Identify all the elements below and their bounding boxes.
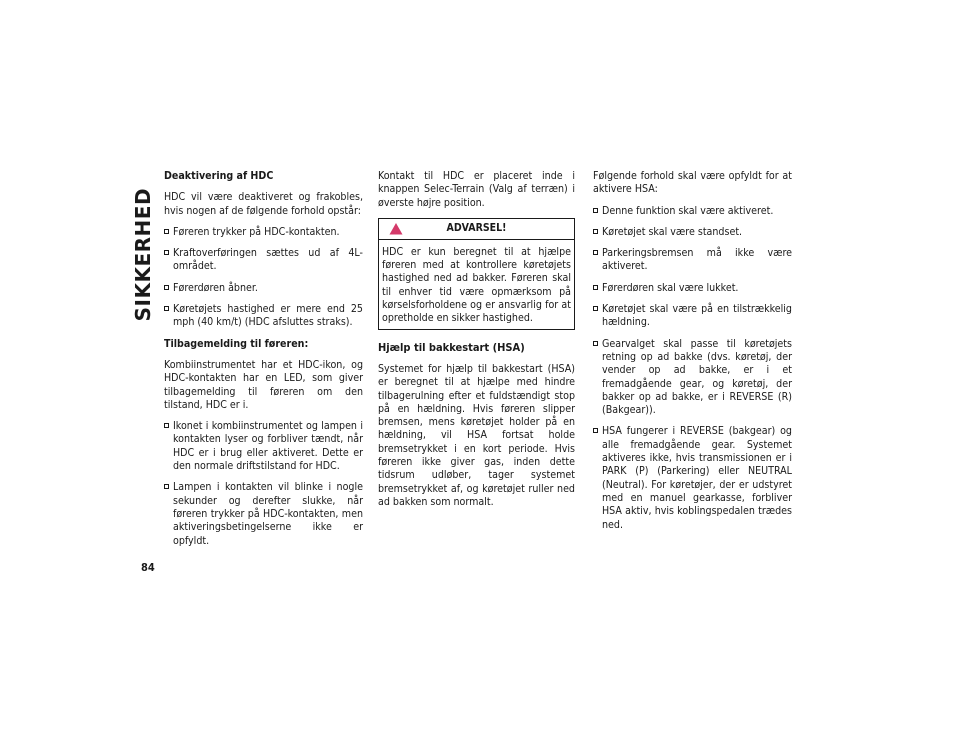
checkbox-bullet-icon (593, 341, 598, 346)
column-right (593, 170, 792, 540)
bullet-list (164, 420, 363, 548)
list-item: Førerdøren åbner. (164, 282, 363, 295)
warning-header (379, 219, 574, 240)
list-item: Ikonet i kombiinstrumentet og lampen i kontakten lyser og forbliver tændt, når HDC er i brug eller aktiveret. Dette er den normale driftstilstand for HDC. (164, 420, 363, 473)
page-number: 84 (141, 561, 155, 574)
paragraph: Kontakt til HDC er placeret inde i knappen Selec-Terrain (Valg af terræn) i øverste højre position. (378, 170, 575, 209)
list-item: Parkeringsbremsen må ikke være aktiveret. (593, 247, 792, 274)
bullet-list (164, 226, 363, 330)
paragraph: Systemet for hjælp til bakkestart (HSA) er beregnet til at hjælpe med hindre tilbagerulning efter et fuldstændigt stop på en hældning. Hvis føreren slipper bremsen, mens køretøjet holder på en hældning, vil HSA fortsat holde bremsetrykket i en kort periode. Hvis føreren ikke giver gas, inden dette tidsrum udløber, tager systemet bremsetrykket af, og køretøjet ruller ned ad bakken som normalt. (378, 362, 575, 508)
heading-hdc-deactivation: Deaktivering af HDC (164, 170, 274, 182)
checkbox-bullet-icon (164, 229, 169, 234)
checkbox-bullet-icon (593, 250, 598, 255)
section-tab (132, 172, 156, 338)
list-item: Kraftoverføringen sættes ud af 4L-området. (164, 247, 363, 274)
checkbox-bullet-icon (593, 285, 598, 290)
checkbox-bullet-icon (593, 428, 598, 433)
warning-title: ADVARSEL! (446, 222, 507, 235)
checkbox-bullet-icon (593, 306, 598, 311)
checkbox-bullet-icon (593, 229, 598, 234)
section-tab-label: SIKKERHED (131, 188, 156, 322)
list-item: HSA fungerer i REVERSE (bakgear) og alle fremadgående gear. Systemet aktiveres ikke, hvis transmissionen er i PARK (P) (Parkering) eller NEUTRAL (Neutral). For køretøjer, der er udstyret med en manuel gearkasse, forbliver HSA aktiv, hvis koblingspedalen trædes ned. (593, 425, 792, 531)
list-item: Lampen i kontakten vil blinke i nogle sekunder og derefter slukke, når føreren trykker på HDC-kontakten, men aktiveringsbetingelserne ikke er opfyldt. (164, 481, 363, 547)
list-item: Føreren trykker på HDC-kontakten. (164, 226, 363, 239)
checkbox-bullet-icon (593, 208, 598, 213)
list-item: Køretøjet skal være standset. (593, 226, 792, 239)
checkbox-bullet-icon (164, 306, 169, 311)
heading-hsa: Hjælp til bakkestart (HSA) (378, 340, 525, 354)
bullet-list (593, 205, 792, 532)
list-item: Køretøjets hastighed er mere end 25 mph (40 km/t) (HDC afsluttes straks). (164, 303, 363, 330)
checkbox-bullet-icon (164, 423, 169, 428)
column-left (164, 170, 363, 556)
warning-triangle-icon (389, 222, 403, 235)
checkbox-bullet-icon (164, 484, 169, 489)
list-item: Førerdøren skal være lukket. (593, 282, 792, 295)
warning-text: HDC er kun beregnet til at hjælpe føreren med at kontrollere køretøjets hastighed ned ad bakker. Føreren skal til enhver tid være opmærksom på kørselsforholdene og er ansvarlig for at opretholde en sikker hastighed. (382, 245, 571, 325)
warning-box (378, 218, 575, 330)
checkbox-bullet-icon (164, 250, 169, 255)
heading-driver-feedback: Tilbagemelding til føreren: (164, 337, 309, 350)
column-middle (378, 170, 575, 517)
paragraph: Kombiinstrumentet har et HDC-ikon, og HDC-kontakten har en LED, som giver tilbagemelding til føreren om den tilstand, HDC er i. (164, 358, 363, 411)
list-item: Gearvalget skal passe til køretøjets retning op ad bakke (dvs. køretøj, der vender op ad bakke, er i et fremadgående gear, og køretøj, der bakker op ad bakke, er i REVERSE (R) (Bakgear)). (593, 338, 792, 418)
list-item: Køretøjet skal være på en tilstrækkelig hældning. (593, 303, 792, 330)
paragraph: Følgende forhold skal være opfyldt for at aktivere HSA: (593, 170, 792, 196)
list-item: Denne funktion skal være aktiveret. (593, 205, 792, 218)
paragraph: HDC vil være deaktiveret og frakobles, hvis nogen af de følgende forhold opstår: (164, 191, 363, 217)
checkbox-bullet-icon (164, 285, 169, 290)
